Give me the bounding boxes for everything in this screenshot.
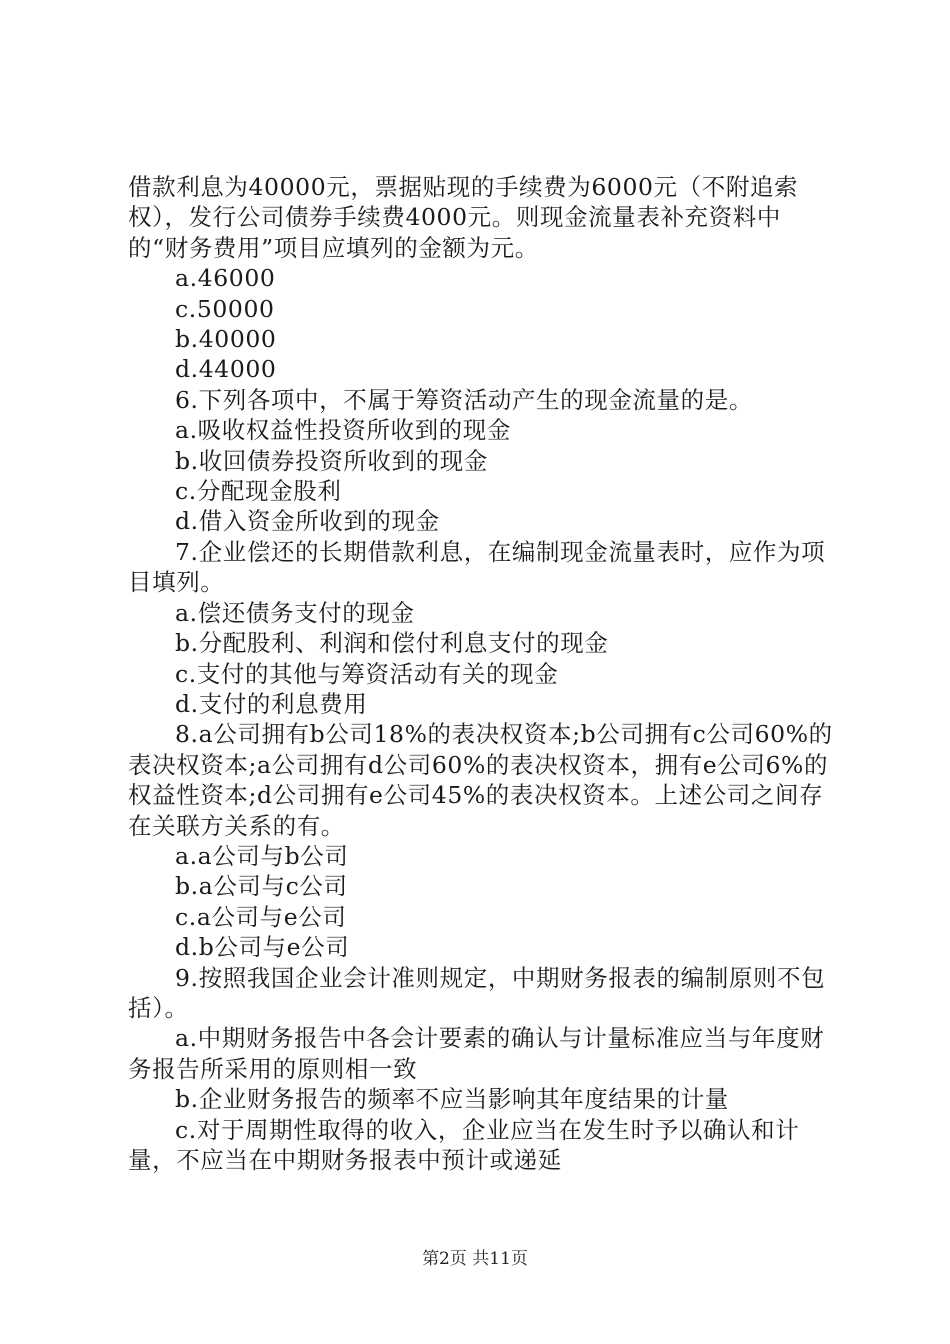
paragraph: a.a公司与b公司 (175, 841, 349, 870)
paragraph: 6.下列各项中，不属于筹资活动产生的现金流量的是。 (175, 385, 753, 414)
paragraph: c.50000 (175, 294, 275, 323)
document-body (128, 172, 833, 1175)
paragraph: b.40000 (175, 325, 277, 354)
paragraph: a.偿还债务支付的现金 (175, 598, 415, 627)
paragraph: d.44000 (175, 355, 277, 384)
paragraph: 8.a公司拥有b公司18%的表决权资本;b公司拥有c公司60%的表决权资本;a公司拥有d公司60%的表决权资本，拥有e公司6%的权益性资本;d公司拥有e公司45%的表决权资本。上述公司之间存在关联方关系的有。 (128, 720, 833, 840)
paragraph: c.支付的其他与筹资活动有关的现金 (175, 659, 559, 688)
paragraph: c.分配现金股利 (175, 477, 342, 506)
paragraph: 7.企业偿还的长期借款利息，在编制现金流量表时，应作为项目填列。 (128, 537, 826, 597)
paragraph: b.收回债券投资所收到的现金 (175, 446, 488, 475)
paragraph: d.支付的利息费用 (175, 689, 368, 718)
page-footer: 第2页 共11页 (422, 1249, 528, 1269)
paragraph: b.a公司与c公司 (175, 872, 348, 901)
paragraph: b.分配股利、利润和偿付利息支付的现金 (175, 629, 609, 658)
paragraph: c.a公司与e公司 (175, 902, 347, 931)
paragraph: d.b公司与e公司 (175, 933, 350, 962)
paragraph: a.46000 (175, 264, 276, 293)
paragraph: b.企业财务报告的频率不应当影响其年度结果的计量 (175, 1085, 729, 1114)
paragraph: 9.按照我国企业会计准则规定，中期财务报表的编制原则不包括）。 (128, 963, 826, 1022)
paragraph: c.对于周期性取得的收入，企业应当在发生时予以确认和计量，不应当在中期财务报表中预计或递延 (128, 1115, 800, 1174)
paragraph: a.吸收权益性投资所收到的现金 (175, 416, 511, 445)
paragraph: d.借入资金所收到的现金 (175, 507, 440, 536)
paragraph: a.中期财务报告中各会计要素的确认与计量标准应当与年度财务报告所采用的原则相一致 (128, 1024, 825, 1083)
paragraph: 借款利息为40000元，票据贴现的手续费为6000元（不附追索权），发行公司债券手续费4000元。则现金流量表补充资料中的“财务费用”项目应填列的金额为元。 (128, 173, 799, 262)
